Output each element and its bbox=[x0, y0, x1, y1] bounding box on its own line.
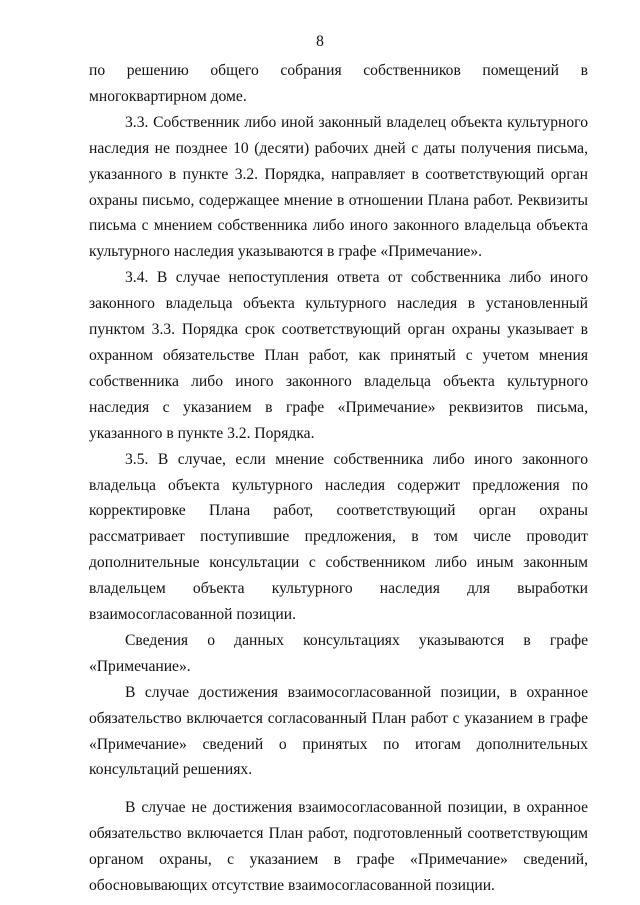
paragraph-3-4: 3.4. В случае непоступления ответа от собственника либо иного законного владельца объекта культурного наследия в установленный пунктом 3.3. Порядка срок соответствующий орган охраны указывает в охранном обязательстве План работ, как принятый с учетом мнения собственника либо иного законного владельца объекта культурного наследия с указанием в графе «Примечание» реквизитов письма, указанного в пункте 3.2. Порядка. bbox=[89, 269, 588, 442]
paragraph-continuation: по решению общего собрания собственников помещений в многоквартирном доме. bbox=[89, 62, 588, 105]
paragraph-3-3: 3.3. Собственник либо иной законный владелец объекта культурного наследия не позднее 10 (десяти) рабочих дней с даты получения письма, указанного в пункте 3.2. Порядка, направляет в соответствующий орган охраны письмо, содержащее мнение в отношении Плана работ. Реквизиты письма с мнением собственника либо иного законного владельца объекта культурного наследия указываются в графе «Примечание». bbox=[89, 113, 588, 261]
paragraph-consultations-note: Сведения о данных консультациях указываются в графе «Примечание». bbox=[89, 631, 588, 675]
paragraph-3-5: 3.5. В случае, если мнение собственника либо иного законного владельца объекта культурного наследия содержит предложения по корректировке Плана работ, соответствующий орган охраны рассматривает поступившие предложения, в том числе проводит дополнительные консультации с собственником либо иным законным владельцем объекта культурного наследия для выработки взаимосогласованной позиции. bbox=[89, 450, 588, 624]
paragraph-agreement-not-reached: В случае не достижения взаимосогласованной позиции, в охранное обязательство включается План работ, подготовленный соответствующим органом охраны, с указанием в графе «Примечание» сведений, обосновывающих отсутствие взаимосогласованной позиции. bbox=[89, 799, 588, 895]
page-number: 8 bbox=[316, 33, 324, 50]
document-body bbox=[89, 58, 588, 899]
paragraph-agreement-reached: В случае достижения взаимосогласованной позиции, в охранное обязательство включается согласованный План работ с указанием в графе «Примечание» сведений о принятых по итогам дополнительных консультаций решениях. bbox=[89, 683, 588, 779]
